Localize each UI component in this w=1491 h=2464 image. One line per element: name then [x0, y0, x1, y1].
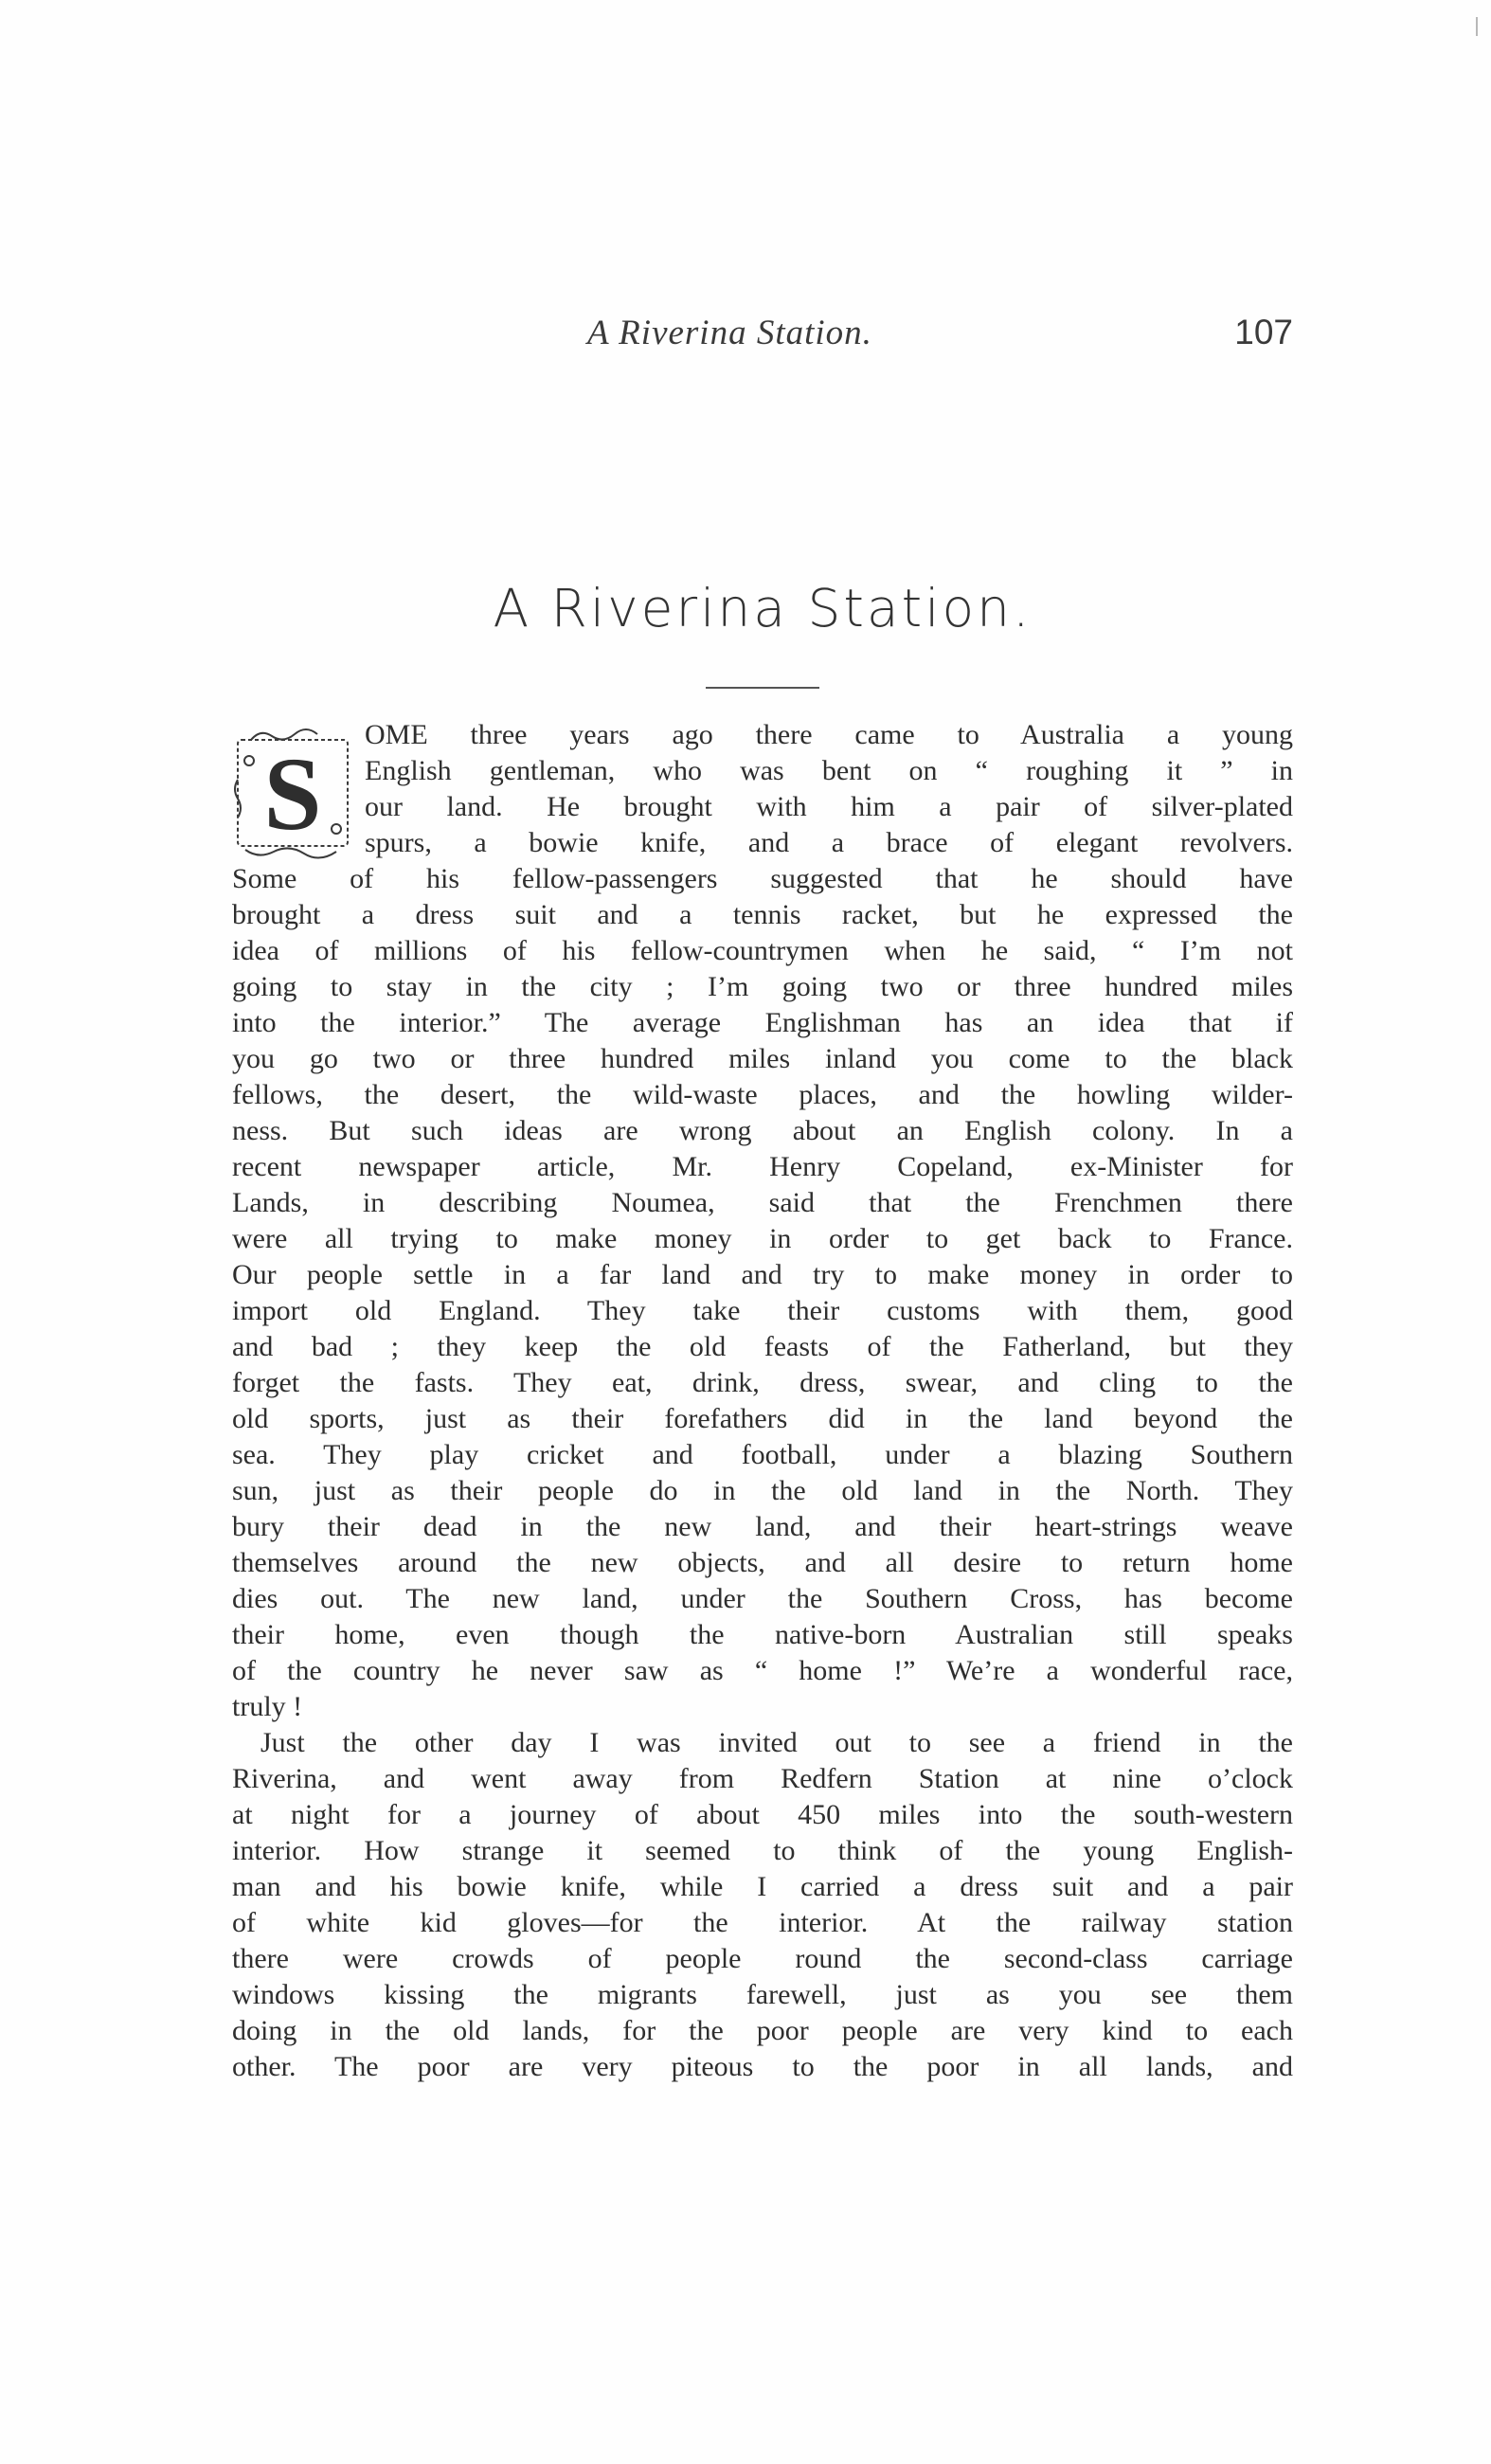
text-line: at night for a journey of about 450 miles into the south-western [232, 1799, 1293, 1830]
drop-cap-letter: S [263, 736, 322, 852]
text-line: were all trying to make money in order to get back to France. [232, 1223, 1293, 1254]
page-number: 107 [1234, 313, 1293, 351]
page-corner-mark [1476, 17, 1478, 36]
text-line: there were crowds of people round the second-class carriage [232, 1943, 1293, 1974]
drop-cap-ornament [232, 723, 353, 865]
text-line: their home, even though the native-born Australian still speaks [232, 1619, 1293, 1650]
text-line: interior. How strange it seemed to think of the young English- [232, 1835, 1293, 1866]
text-line: dies out. The new land, under the Southern Cross, has become [232, 1583, 1293, 1614]
text-line: recent newspaper article, Mr. Henry Copeland, ex-Minister for [232, 1151, 1293, 1182]
text-line: sea. They play cricket and football, under a blazing Southern [232, 1439, 1293, 1470]
text-line: idea of millions of his fellow-countrymen when he said, “ I’m not [232, 935, 1293, 966]
text-line: fellows, the desert, the wild-waste places, and the howling wilder- [232, 1079, 1293, 1110]
text-line: sun, just as their people do in the old land in the North. They [232, 1475, 1293, 1506]
text-line: English gentleman, who was bent on “ roughing it ” in [365, 755, 1293, 786]
running-head [232, 313, 1293, 360]
text-line: other. The poor are very piteous to the poor in all lands, and [232, 2051, 1293, 2082]
text-line: Just the other day I was invited out to see a friend in the [260, 1727, 1293, 1758]
text-line: OME three years ago there came to Australia a young [365, 719, 1293, 750]
text-line: import old England. They take their customs with them, good [232, 1295, 1293, 1326]
text-line: Riverina, and went away from Redfern Station at nine o’clock [232, 1763, 1293, 1794]
body-text [232, 717, 1293, 2085]
text-line: Our people settle in a far land and try to make money in order to [232, 1259, 1293, 1290]
text-line: old sports, just as their forefathers did in the land beyond the [232, 1403, 1293, 1434]
text-line: of the country he never saw as “ home !” We’re a wonderful race, [232, 1655, 1293, 1686]
text-line: ness. But such ideas are wrong about an English colony. In a [232, 1115, 1293, 1146]
text-line: you go two or three hundred miles inland you come to the black [232, 1043, 1293, 1074]
text-line: themselves around the new objects, and all desire to return home [232, 1547, 1293, 1578]
text-line: going to stay in the city ; I’m going two or three hundred miles [232, 971, 1293, 1002]
text-line: Lands, in describing Noumea, said that the Frenchmen there [232, 1187, 1293, 1218]
text-line: bury their dead in the new land, and their heart-strings weave [232, 1511, 1293, 1542]
text-line: and bad ; they keep the old feasts of the Fatherland, but they [232, 1331, 1293, 1362]
text-line: into the interior.” The average Englishman has an idea that if [232, 1007, 1293, 1038]
title-rule [706, 687, 819, 689]
text-line: man and his bowie knife, while I carried a dress suit and a pair [232, 1871, 1293, 1902]
text-line: our land. He brought with him a pair of silver-plated [365, 791, 1293, 822]
chapter-title: A Riverina Station. [493, 578, 1033, 638]
text-line: brought a dress suit and a tennis racket, but he expressed the [232, 899, 1293, 930]
text-line: windows kissing the migrants farewell, just as you see them [232, 1979, 1293, 2010]
text-line: truly ! [232, 1691, 303, 1722]
running-title: A Riverina Station. [587, 314, 872, 352]
text-line: of white kid gloves—for the interior. At the railway station [232, 1907, 1293, 1938]
text-line: doing in the old lands, for the poor people are very kind to each [232, 2015, 1293, 2046]
text-line: forget the fasts. They eat, drink, dress, swear, and cling to the [232, 1367, 1293, 1398]
text-line: Some of his fellow-passengers suggested that he should have [232, 863, 1293, 894]
text-line: spurs, a bowie knife, and a brace of elegant revolvers. [365, 827, 1293, 858]
